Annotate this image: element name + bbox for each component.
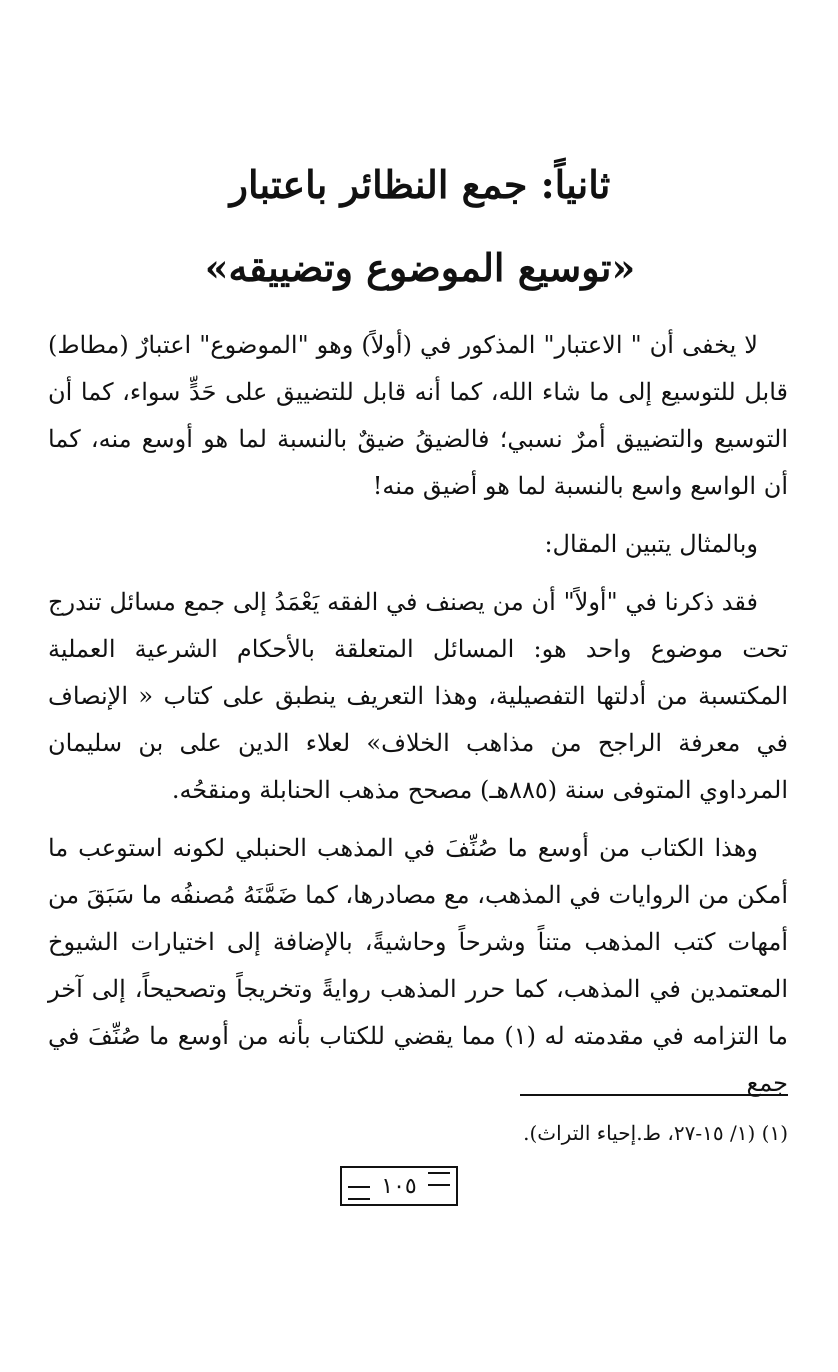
page-number-frame	[340, 1166, 458, 1206]
paragraph-example-lead: وبالمثال يتبين المقال:	[544, 530, 758, 558]
ornament-icon	[428, 1172, 450, 1186]
paragraph-intro: لا يخفى أن " الاعتبار" المذكور في (أولاً) وهو "الموضوع" اعتبارٌ (مطاط) قابل للتوسيع إلى ما شاء الله، كما أنه قابل للتضييق على حَدٍّ سواء، كما أن التوسيع والتضييق أمرٌ نسبي؛ فالضيقُ ضيقٌ بالنسبة لما هو أوسع منه، كما أن الواسع واسع بالنسبة لما هو أضيق منه!	[48, 331, 788, 500]
section-heading: ثانياً: جمع النظائر باعتبار	[229, 162, 611, 207]
paragraph-insaf: وهذا الكتاب من أوسع ما صُنِّفَ في المذهب الحنبلي لكونه استوعب ما أمكن من الروايات في المذهب، مع مصادرها، كما ضَمَّنَهُ مُصنفُه ما سَبَقَ من أمهات كتب المذهب متناً وشرحاً وحاشيةً، بالإضافة إلى اختيارات الشيوخ المعتمدين في المذهب، كما حرر المذهب روايةً وتخريجاً وتصحيحاً، إلى آخر ما التزامه في مقدمته له (١) مما يقضي للكتاب بأنه من أوسع ما صُنِّفَ في جمع	[48, 834, 788, 1097]
page-number: ١٠٥	[381, 1173, 417, 1199]
footnote: (١) (١/ ١٥-٢٧، ط.إحياء التراث).	[523, 1121, 788, 1145]
section-subheading: «توسيع الموضوع وتضييقه»	[204, 245, 636, 290]
ornament-icon	[348, 1186, 370, 1200]
footnote-divider	[520, 1094, 788, 1096]
body-text	[48, 322, 788, 1107]
paragraph-definition: فقد ذكرنا في "أولاً" أن من يصنف في الفقه يَعْمَدُ إلى جمع مسائل تندرج تحت موضوع واحد هو: المسائل المتعلقة بالأحكام الشرعية العملية المكتسبة من أدلتها التفصيلية، وهذا التعريف ينطبق على كتاب « الإنصاف في معرفة الراجح من مذاهب الخلاف» لعلاء الدين على بن سليمان المرداوي المتوفى سنة (٨٨٥هـ) مصحح مذهب الحنابلة ومنقحُه.	[48, 588, 788, 804]
